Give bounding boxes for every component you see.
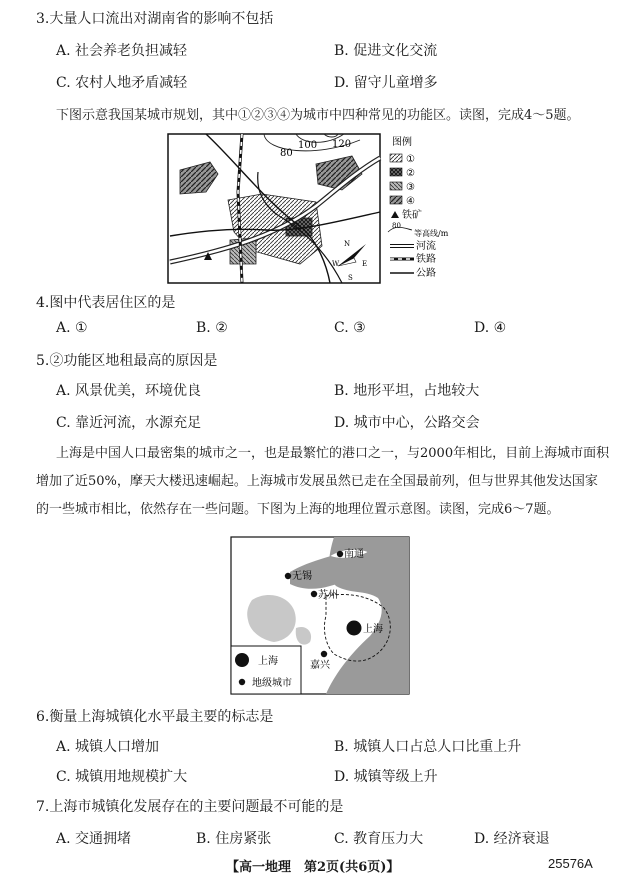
q6-stem: 6.衡量上海城镇化水平最主要的标志是 [36, 709, 274, 725]
city-label-jiaxing: 嘉兴 [310, 660, 330, 671]
shanghai-location-map [230, 536, 410, 696]
q5-option-a: A. 风景优美，环境优良 [56, 383, 202, 399]
legend-zone-4: ④ [406, 196, 415, 207]
q3-option-d: D. 留守儿童增多 [334, 75, 438, 91]
q6-option-c: C. 城镇用地规模扩大 [56, 769, 188, 785]
legend-title: 图例 [392, 137, 412, 148]
contour-label-100: 100 [298, 140, 318, 151]
intro-4-5: 下图示意我国某城市规划，其中①②③④为城市中四种常见的功能区。读图，完成4～5题。 [56, 108, 580, 123]
intro-6-7-line-3: 的一些城市相比，依然存在一些问题。下图为上海的地理位置示意图。读图，完成6～7题。 [36, 502, 560, 517]
q6-option-d: D. 城镇等级上升 [334, 769, 438, 785]
q4-option-a: A. ① [56, 320, 88, 336]
legend-zone-3: ③ [406, 182, 415, 193]
q5-option-c: C. 靠近河流，水源充足 [56, 415, 202, 431]
legend-railway: 铁路 [416, 254, 436, 265]
contour-label-80: 80 [280, 148, 293, 159]
intro-6-7-line-2: 增加了近50%，摩天大楼迅速崛起。上海城市发展虽然已走在全国最前列，但与世界其他发达国家 [36, 474, 598, 489]
city-dot-shanghai [347, 621, 362, 636]
legend-zone-2: ② [406, 168, 415, 179]
city-label-suzhou: 苏州 [318, 590, 338, 601]
city-label-wuxi: 无锡 [292, 571, 312, 582]
compass-e: E [362, 260, 368, 268]
q4-stem: 4.图中代表居住区的是 [36, 295, 176, 311]
map-legend [388, 135, 449, 279]
page-footer-title: 【高一地理 第2页(共6页)】 [226, 860, 400, 875]
q4-option-b: B. ② [196, 320, 228, 336]
legend-river: 河流 [416, 241, 436, 252]
legend-prefecture-city: 地级城市 [252, 678, 292, 689]
legend-road: 公路 [416, 268, 436, 279]
legend-contour: 等高线/m [414, 229, 449, 238]
q7-stem: 7.上海市城镇化发展存在的主要问题最不可能的是 [36, 799, 344, 815]
intro-6-7-line-1: 上海是中国人口最密集的城市之一，也是最繁忙的港口之一，与2000年相比，目前上海城市面积 [56, 446, 610, 461]
city-dot-suzhou [311, 591, 317, 597]
compass-n: N [344, 240, 351, 248]
q3-option-b: B. 促进文化交流 [334, 43, 438, 59]
q7-option-d: D. 经济衰退 [474, 831, 550, 847]
q4-option-d: D. ④ [474, 320, 507, 336]
q6-option-b: B. 城镇人口占总人口比重上升 [334, 739, 522, 755]
city-dot-jiaxing [321, 651, 327, 657]
legend-zone-1: ① [406, 154, 415, 165]
q3-stem: 3.大量人口流出对湖南省的影响不包括 [36, 11, 274, 27]
contour-label-120: 120 [332, 139, 352, 150]
legend-iron-mine: 铁矿 [402, 210, 422, 221]
city-label-shanghai: 上海 [363, 624, 383, 635]
q5-option-d: D. 城市中心，公路交会 [334, 415, 480, 431]
city-plan-map [166, 132, 452, 288]
city-dot-wuxi [285, 573, 291, 579]
compass-w: W [332, 260, 340, 268]
q7-option-a: A. 交通拥堵 [56, 831, 132, 847]
compass-s: S [348, 274, 353, 282]
q4-option-c: C. ③ [334, 320, 366, 336]
q7-option-b: B. 住房紧张 [196, 831, 272, 847]
q5-option-b: B. 地形平坦，占地较大 [334, 383, 480, 399]
legend-shanghai: 上海 [258, 656, 278, 667]
city-label-nantong: 南通 [344, 549, 364, 560]
city-dot-nantong [337, 551, 343, 557]
q5-stem: 5.②功能区地租最高的原因是 [36, 353, 218, 369]
q3-option-c: C. 农村人地矛盾减轻 [56, 75, 188, 91]
legend-contour-sample: 80 [392, 222, 401, 230]
q7-option-c: C. 教育压力大 [334, 831, 424, 847]
page-footer-code: 25576A [548, 856, 593, 871]
q3-option-a: A. 社会养老负担减轻 [56, 43, 188, 59]
q6-option-a: A. 城镇人口增加 [56, 739, 160, 755]
